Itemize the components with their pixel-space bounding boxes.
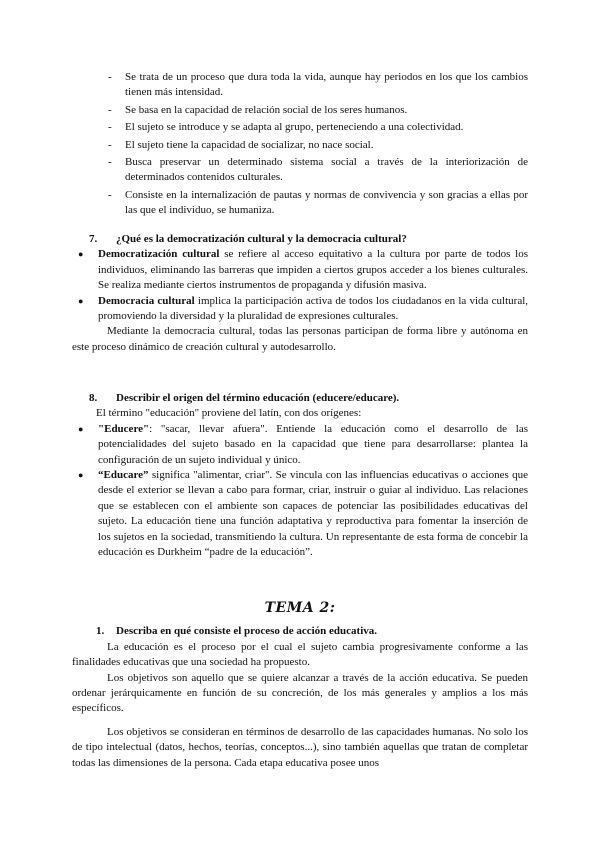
- dash-marker: -: [108, 188, 112, 201]
- question-8-section: [72, 391, 528, 560]
- tema-2-section: [72, 601, 528, 771]
- list-item: - Se basa en la capacidad de relación social de los seres humanos.: [72, 103, 528, 118]
- term: “Educare”: [98, 469, 149, 482]
- dash-marker: -: [108, 121, 112, 134]
- question-7-bullets: [72, 247, 528, 324]
- dash-marker: -: [108, 156, 112, 169]
- question-title: Describa en qué consiste el proceso de acción educativa.: [116, 625, 378, 638]
- question-number: 8.: [89, 392, 98, 404]
- question-8-heading: [72, 391, 528, 406]
- list-item: ● Democratización cultural se refiere al acceso equitativo a la cultura por parte de todos los individuos, eliminando las barreras que impiden a ciertos grupos acceder a los bienes culturales. Se realiza mediante ciertos instrumentos de propaganda y difusión masiva.: [78, 248, 528, 292]
- question-title: ¿Qué es la democratización cultural y la democracia cultural?: [116, 233, 407, 245]
- bullet-icon: ●: [78, 295, 84, 306]
- list-item: ● Democracia cultural implica la participación activa de todos los ciudadanos en la vida cultural, promoviendo la diversidad y la pluralidad de expresiones culturales.: [78, 294, 529, 323]
- question-number: 1.: [96, 625, 105, 638]
- bullet-icon: ●: [78, 470, 84, 481]
- question-8-bullets: [72, 422, 528, 561]
- socialization-list: [72, 70, 528, 219]
- list-item: ● “Educare” significa "alimentar, criar". Se vincula con las influencias educativas o acciones que desde el exterior se llevan a cabo para formar, criar, instruir o guiar al individuo. Las relaciones que se establecen con el ambiente son capaces de potenciar las posibilidades educativas del sujeto. La educación tiene una función adaptativa y reproductiva para fomentar la inserción de los sujetos en la sociedad, transmitiendo la cultura. Un representante de esta forma de concebir la educación es Durkheim “padre de la educación”.: [78, 469, 528, 559]
- dash-marker: -: [108, 103, 112, 116]
- list-item: - Busca preservar un determinado sistema social a través de la interiorización de determinados contenidos culturales.: [108, 156, 528, 184]
- term: Democracia cultural: [98, 294, 195, 307]
- tema-2-question-heading: [72, 624, 528, 639]
- question-number: 7.: [89, 233, 98, 245]
- list-item: - Se trata de un proceso que dura toda la vida, aunque hay periodos en los que los cambios tienen más intensidad.: [108, 71, 528, 99]
- bullet-icon: ●: [78, 249, 84, 260]
- term: Democratización cultural: [98, 248, 220, 261]
- term: "Educere": [98, 422, 150, 435]
- paragraph: Los objetivos son aquello que se quiere alcanzar a través de la acción educativa. Se pueden ordenar jerárquicamente en función de su concreción, de los más generales y amplios a los más específicos.: [72, 671, 528, 715]
- paragraph: El término "educación" proviene del latín, con dos orígenes:: [96, 407, 362, 420]
- question-7-heading: [72, 232, 528, 247]
- list-item: - El sujeto se introduce y se adapta al grupo, perteneciendo a una colectividad.: [72, 120, 528, 135]
- list-item: - Consiste en la internalización de pautas y normas de convivencia y son gracias a ellas por las que el individuo, se humaniza.: [108, 188, 528, 217]
- paragraph: La educación es el proceso por el cual el sujeto cambia progresivamente conforme a las finalidades educativas que una sociedad ha propuesto.: [72, 640, 528, 669]
- section-title: TEMA 2:: [264, 600, 336, 616]
- question-7-section: [72, 232, 528, 355]
- paragraph: Los objetivos se consideran en términos de desarrollo de las capacidades humanas. No solo los de tipo intelectual (datos, hechos, teorías, conceptos...), sino también aquellas que tratan de completar todas las dimensiones de la persona. Cada etapa educativa posee unos: [72, 725, 528, 769]
- paragraph: Mediante la democracia cultural, todas las personas participan de forma libre y autónoma en este proceso dinámico de creación cultural y autodesarrollo.: [72, 325, 528, 353]
- question-title: Describir el origen del término educación (educere/educare).: [116, 392, 400, 404]
- list-item: - El sujeto tiene la capacidad de socializar, no nace social.: [72, 138, 528, 153]
- dash-marker: -: [108, 138, 112, 151]
- dash-marker: -: [108, 71, 112, 83]
- socialization-list-section: [72, 70, 528, 221]
- bullet-icon: ●: [78, 423, 84, 434]
- list-item: ● "Educere": "sacar, llevar afuera". Entiende la educación como el desarrollo de las potencialidades del sujeto basado en la capacidad que tiene para desarrollarse: plantea la configuración de un sujeto individual y único.: [78, 422, 528, 466]
